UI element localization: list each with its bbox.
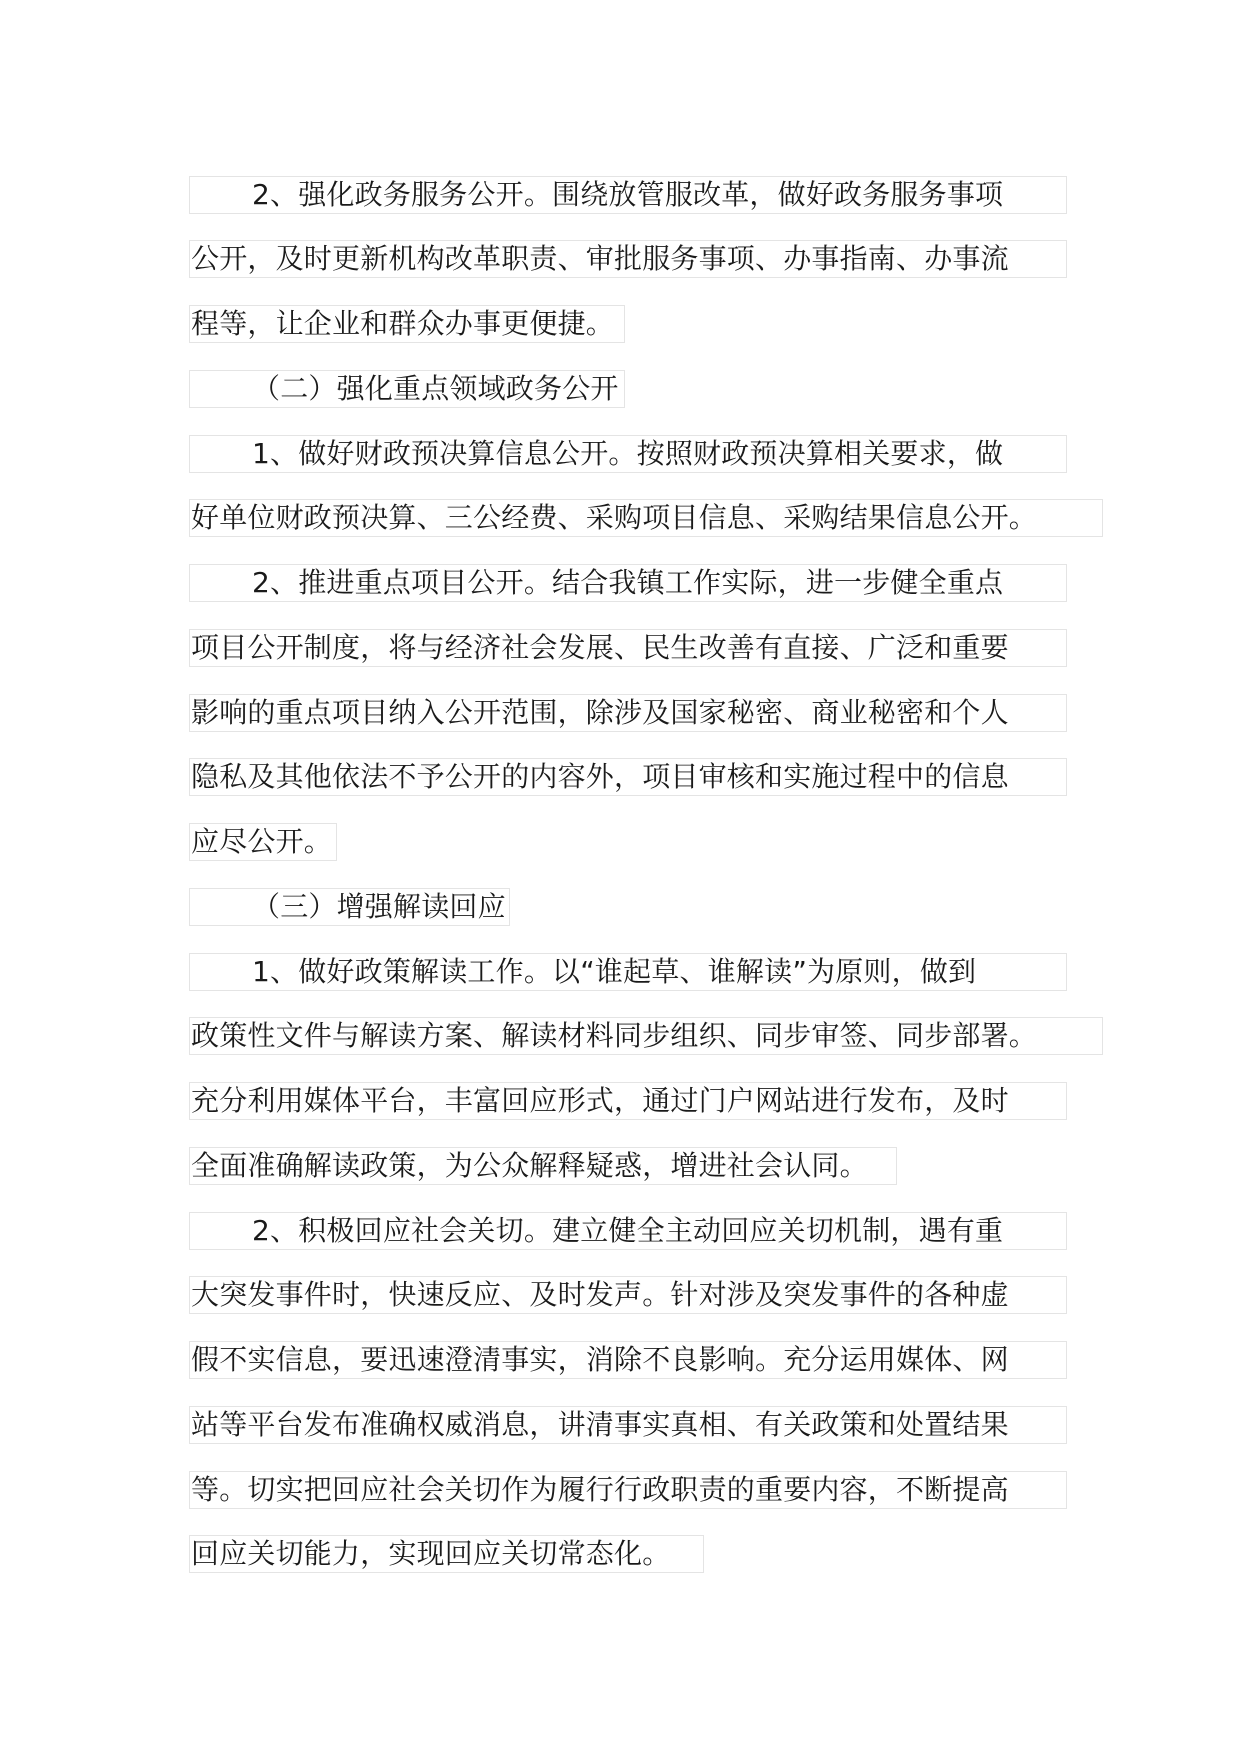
paragraph-line: 1、做好政策解读工作。以“谁起草、谁解读”为原则，做到 xyxy=(189,953,1067,991)
section-heading: （二）强化重点领域政务公开 xyxy=(189,370,625,408)
paragraph-line: 假不实信息，要迅速澄清事实，消除不良影响。充分运用媒体、网 xyxy=(189,1341,1067,1379)
paragraph-line: 等。切实把回应社会关切作为履行行政职责的重要内容，不断提高 xyxy=(189,1471,1067,1509)
paragraph-line: 应尽公开。 xyxy=(189,823,337,861)
paragraph-line: 站等平台发布准确权威消息，讲清事实真相、有关政策和处置结果 xyxy=(189,1406,1067,1444)
paragraph-line: 2、强化政务服务公开。围绕放管服改革，做好政务服务事项 xyxy=(189,176,1067,214)
paragraph-line: 大突发事件时，快速反应、及时发声。针对涉及突发事件的各种虚 xyxy=(189,1276,1067,1314)
paragraph-line: 公开，及时更新机构改革职责、审批服务事项、办事指南、办事流 xyxy=(189,240,1067,278)
paragraph-line: 全面准确解读政策，为公众解释疑惑，增进社会认同。 xyxy=(189,1147,897,1185)
paragraph-line: 影响的重点项目纳入公开范围，除涉及国家秘密、商业秘密和个人 xyxy=(189,694,1067,732)
paragraph-line: 政策性文件与解读方案、解读材料同步组织、同步审签、同步部署。 xyxy=(189,1017,1103,1055)
paragraph-line: 回应关切能力，实现回应关切常态化。 xyxy=(189,1535,704,1573)
paragraph-line: 项目公开制度，将与经济社会发展、民生改善有直接、广泛和重要 xyxy=(189,629,1067,667)
paragraph-line: 2、积极回应社会关切。建立健全主动回应关切机制，遇有重 xyxy=(189,1212,1067,1250)
paragraph-line: 1、做好财政预决算信息公开。按照财政预决算相关要求，做 xyxy=(189,435,1067,473)
paragraph-line: 隐私及其他依法不予公开的内容外，项目审核和实施过程中的信息 xyxy=(189,758,1067,796)
paragraph-line: 充分利用媒体平台，丰富回应形式，通过门户网站进行发布，及时 xyxy=(189,1082,1067,1120)
paragraph-line: 程等，让企业和群众办事更便捷。 xyxy=(189,305,625,343)
section-heading: （三）增强解读回应 xyxy=(189,888,510,926)
paragraph-line: 2、推进重点项目公开。结合我镇工作实际，进一步健全重点 xyxy=(189,564,1067,602)
paragraph-line: 好单位财政预决算、三公经费、采购项目信息、采购结果信息公开。 xyxy=(189,499,1103,537)
